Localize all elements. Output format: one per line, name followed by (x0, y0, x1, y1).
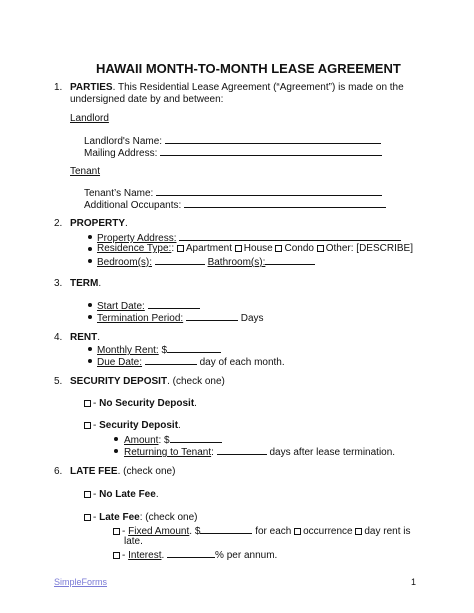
rent-number: 4. (54, 332, 63, 343)
rent-heading: RENT (70, 332, 98, 343)
landlord-name-label: Landlord's Name: (84, 136, 163, 147)
apartment-label: Apartment (185, 243, 233, 254)
residence-type-row: Residence Type:: Apartment House Condo Other: [DESCRIBE] (97, 243, 413, 254)
house-label: House (243, 243, 273, 254)
interest-checkbox[interactable] (113, 552, 120, 559)
fixed-amount-field[interactable] (200, 524, 252, 534)
term-dot: . (98, 278, 102, 289)
dash: - (122, 526, 126, 537)
fixed-amount-label: Fixed Amount (128, 526, 190, 537)
simpleforms-link[interactable]: SimpleForms (54, 577, 108, 587)
bathroom-field[interactable] (265, 255, 315, 265)
due-date-label: Due Date: (97, 357, 143, 368)
landlord-address-row (84, 146, 382, 160)
fixed-amount-row (113, 524, 411, 538)
monthly-rent-label: Monthly Rent: (97, 345, 159, 356)
day-rent-label: day rent is (364, 526, 411, 537)
tenant-name-label: Tenant’s Name: (84, 188, 154, 199)
page-title: HAWAII MONTH-TO-MONTH LEASE AGREEMENT (96, 61, 401, 76)
day-late-checkbox[interactable] (355, 528, 362, 535)
tenant-occupants-field[interactable] (184, 198, 386, 208)
days-label: Days (240, 313, 264, 324)
no-deposit-row (84, 398, 197, 410)
property-address-label: Property Address: (97, 233, 177, 244)
parties-number: 1. (54, 82, 63, 93)
no-late-fee-row (84, 489, 159, 501)
deposit-amount-field[interactable] (170, 433, 222, 443)
rooms-row (97, 255, 315, 269)
due-date-suffix: day of each month. (199, 357, 285, 368)
dash: - (122, 550, 126, 561)
monthly-rent-field[interactable] (167, 343, 221, 353)
interest-row: - Interest. % per annum. (113, 548, 277, 562)
bullet (88, 259, 92, 263)
bullet (88, 315, 92, 319)
for-each-label: for each (255, 526, 292, 537)
no-deposit-checkbox[interactable] (84, 400, 91, 407)
start-date-label: Start Date: (97, 301, 145, 312)
termination-period-row (97, 311, 264, 325)
dollar-sign: $ (161, 345, 168, 356)
no-late-fee-label: No Late Fee (99, 489, 156, 500)
late-fee-number: 6. (54, 466, 63, 477)
landlord-name-field[interactable] (165, 134, 381, 144)
dash: - (93, 398, 97, 409)
landlord-address-label: Mailing Address: (84, 148, 158, 159)
bullet (88, 247, 92, 251)
deposit-yes-row (84, 420, 181, 432)
termination-period-label: Termination Period: (97, 313, 184, 324)
house-checkbox[interactable] (235, 245, 242, 252)
term-heading: TERM (70, 278, 99, 289)
late-fee-heading: LATE FEE (70, 466, 118, 477)
other-checkbox[interactable] (317, 245, 324, 252)
parties-text-2: undersigned date by and between: (70, 94, 224, 105)
property-address-field[interactable] (179, 231, 401, 241)
termination-period-field[interactable] (186, 311, 238, 321)
dash: - (93, 512, 97, 523)
condo-checkbox[interactable] (275, 245, 282, 252)
tenant-heading: Tenant (70, 166, 101, 177)
late-fee-yes-checkbox[interactable] (84, 514, 91, 521)
property-number: 2. (54, 218, 63, 229)
late-fee-check: . (check one) (117, 466, 176, 477)
condo-label: Condo (284, 243, 314, 254)
bullet (88, 235, 92, 239)
deposit-yes-label: Security Deposit (99, 420, 179, 431)
deposit-number: 5. (54, 376, 63, 387)
returning-row: Returning to Tenant: days after lease termination. (124, 447, 396, 458)
start-date-field[interactable] (148, 299, 200, 309)
occurrence-label: occurrence (303, 526, 353, 537)
dot: . (194, 398, 197, 409)
property-dot: . (125, 218, 128, 229)
fixed-amount-checkbox[interactable] (113, 528, 120, 535)
deposit-yes-checkbox[interactable] (84, 422, 91, 429)
interest-field[interactable] (167, 548, 215, 558)
late-fee-yes-check: : (check one) (139, 512, 198, 523)
dot: . (155, 489, 159, 500)
bullet (114, 449, 118, 453)
fixed-dollar: . $ (189, 526, 201, 537)
parties-heading: PARTIES (70, 82, 113, 93)
residence-type-label: Residence Type: (97, 243, 172, 254)
bullet (114, 437, 118, 441)
interest-label: Interest (128, 550, 162, 561)
due-date-row (97, 355, 285, 369)
term-heading-row (70, 278, 101, 290)
parties-line-1 (70, 82, 404, 94)
occurrence-checkbox[interactable] (294, 528, 301, 535)
bullet (88, 359, 92, 363)
bathroom-label: Bathroom(s): (207, 257, 266, 268)
deposit-heading: SECURITY DEPOSIT (70, 376, 168, 387)
landlord-heading: Landlord (70, 113, 109, 124)
tenant-name-field[interactable] (156, 186, 382, 196)
apartment-checkbox[interactable] (177, 245, 184, 252)
amount-colon: : $ (158, 435, 170, 446)
deposit-amount-label: Amount (124, 435, 159, 446)
property-heading: PROPERTY (70, 218, 126, 229)
due-date-field[interactable] (145, 355, 197, 365)
property-heading-row (70, 218, 128, 230)
bullet (88, 347, 92, 351)
late-label: late. (124, 536, 143, 547)
rent-heading-row (70, 332, 100, 344)
parties-text-1: . This Residential Lease Agreement (“Agreement”) is made on the (112, 82, 404, 93)
deposit-heading-row (70, 376, 225, 388)
other-label: Other: [DESCRIBE] (325, 243, 413, 254)
dash: - (93, 420, 97, 431)
term-number: 3. (54, 278, 63, 289)
page-number: 1 (411, 577, 417, 587)
interest-suffix: % per annum. (215, 550, 278, 561)
no-deposit-label: No Security Deposit (99, 398, 195, 409)
landlord-address-field[interactable] (160, 146, 382, 156)
late-fee-yes-label: Late Fee (99, 512, 140, 523)
dot: . (178, 420, 181, 431)
bullet (88, 303, 92, 307)
no-late-fee-checkbox[interactable] (84, 491, 91, 498)
tenant-occupants-row (84, 198, 386, 212)
deposit-check: . (check one) (167, 376, 225, 387)
late-fee-yes-row (84, 512, 198, 524)
dash: - (93, 489, 97, 500)
bedroom-label: Bedroom(s): (97, 257, 153, 268)
returning-suffix: days after lease termination. (269, 447, 396, 458)
rent-dot: . (97, 332, 101, 343)
returning-label: Returning to Tenant (124, 447, 212, 458)
tenant-occupants-label: Additional Occupants: (84, 200, 182, 211)
late-fee-heading-row (70, 466, 175, 478)
returning-field[interactable] (217, 445, 267, 455)
bedroom-field[interactable] (155, 255, 205, 265)
